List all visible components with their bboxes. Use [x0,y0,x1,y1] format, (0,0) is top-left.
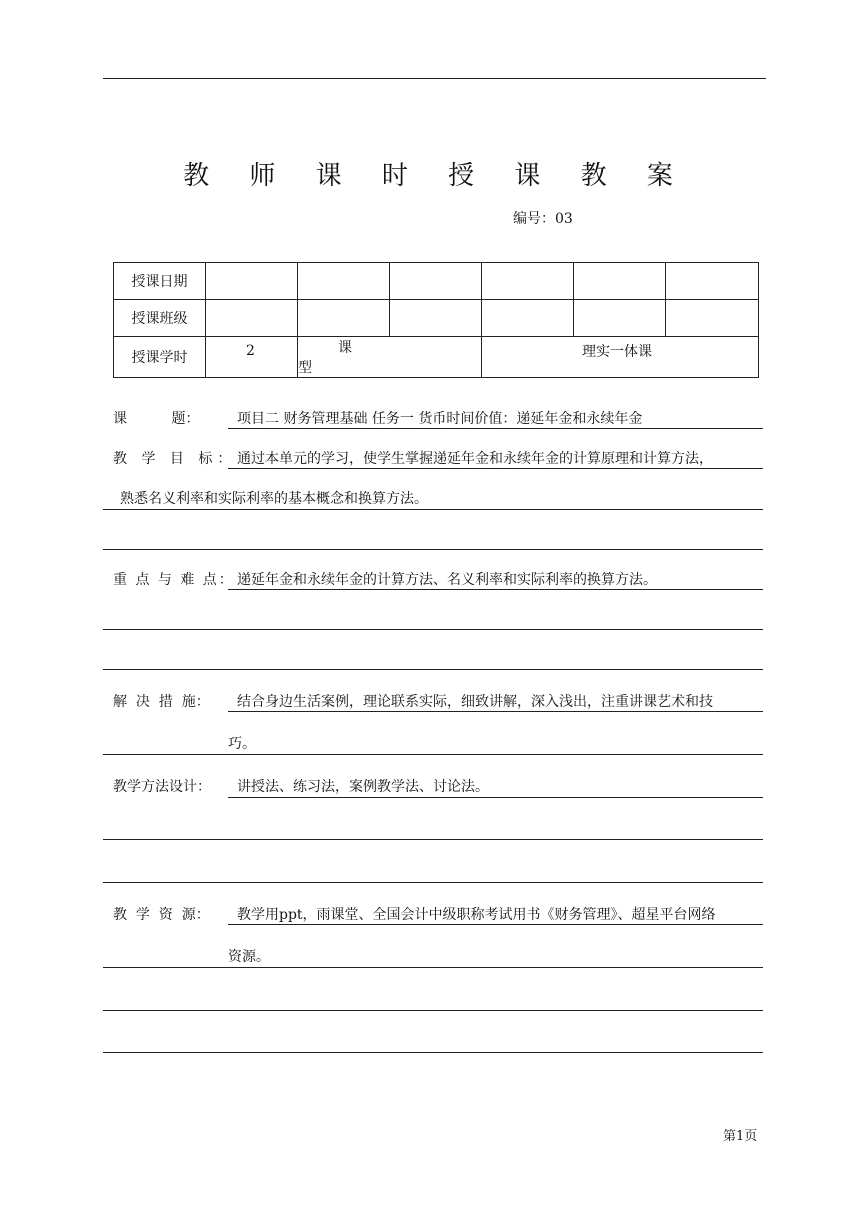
key-points-line-1 [228,589,763,590]
resources-text-line1: 教学用ppt，雨课堂、全国会计中级职称考试用书《财务管理》、超星平台网络 [237,907,716,923]
class-label: 授课班级 [114,300,206,337]
type-label: 课 型 [298,340,390,376]
methods-text: 讲授法、练习法，案例教学法、讨论法。 [237,779,489,795]
document-number: 编号：03 [513,211,573,227]
goals-line-3 [103,549,763,550]
date-cell[interactable] [390,263,482,300]
table-row [114,300,759,337]
info-table [113,262,759,378]
solutions-label: 解 决 措 施： [113,694,210,710]
goals-line-1 [228,468,763,469]
resources-line-1 [228,924,763,925]
class-cell[interactable] [390,300,482,337]
goals-text-line2: 熟悉名义利率和实际利率的基本概念和换算方法。 [120,491,428,507]
date-cell[interactable] [206,263,298,300]
class-cell[interactable] [298,300,390,337]
solutions-line-2 [103,754,763,755]
date-cell[interactable] [298,263,390,300]
date-label: 授课日期 [114,263,206,300]
solutions-text-line1: 结合身边生活案例，理论联系实际，细致讲解，深入浅出，注重讲课艺术和技 [237,694,713,710]
hours-value: 2 [246,343,255,359]
topic-text: 项目二 财务管理基础 任务一 货币时间价值：递延年金和永续年金 [237,411,643,427]
methods-line-3 [103,882,763,883]
topic-line [228,428,763,429]
goals-label: 教 学 目 标： [113,451,237,467]
key-points-line-3 [103,669,763,670]
page-title: 教 师 课 时 授 课 教 案 [183,161,689,191]
class-cell[interactable] [482,300,574,337]
table-row [114,263,759,300]
key-points-text: 递延年金和永续年金的计算方法、名义利率和实际利率的换算方法。 [237,572,657,588]
type-cell[interactable] [482,337,759,378]
methods-label: 教学方法设计： [113,779,211,795]
resources-line-2 [103,967,763,968]
resources-line-3 [103,1010,763,1011]
goals-line-2 [103,509,763,510]
page-number: 第1页 [723,1129,758,1144]
table-row [114,337,759,378]
key-points-label: 重 点 与 难 点： [113,572,235,588]
solutions-text-line2: 巧。 [228,736,256,752]
type-value: 理实一体课 [582,344,652,360]
date-cell[interactable] [666,263,759,300]
hours-cell[interactable] [206,337,298,378]
hours-label: 授课学时 [114,337,206,378]
class-cell[interactable] [666,300,759,337]
header-rule [103,78,766,79]
key-points-line-2 [103,629,763,630]
resources-text-line2: 资源。 [228,949,270,965]
class-cell[interactable] [574,300,666,337]
topic-label: 课 题： [113,411,200,427]
type-label-cell [298,337,482,378]
solutions-line-1 [228,711,763,712]
goals-text-line1: 通过本单元的学习，使学生掌握递延年金和永续年金的计算原理和计算方法， [237,451,713,467]
class-cell[interactable] [206,300,298,337]
methods-line-2 [103,839,763,840]
resources-line-4 [103,1052,763,1053]
methods-line-1 [228,797,763,798]
resources-label: 教 学 资 源： [113,907,210,923]
date-cell[interactable] [574,263,666,300]
date-cell[interactable] [482,263,574,300]
